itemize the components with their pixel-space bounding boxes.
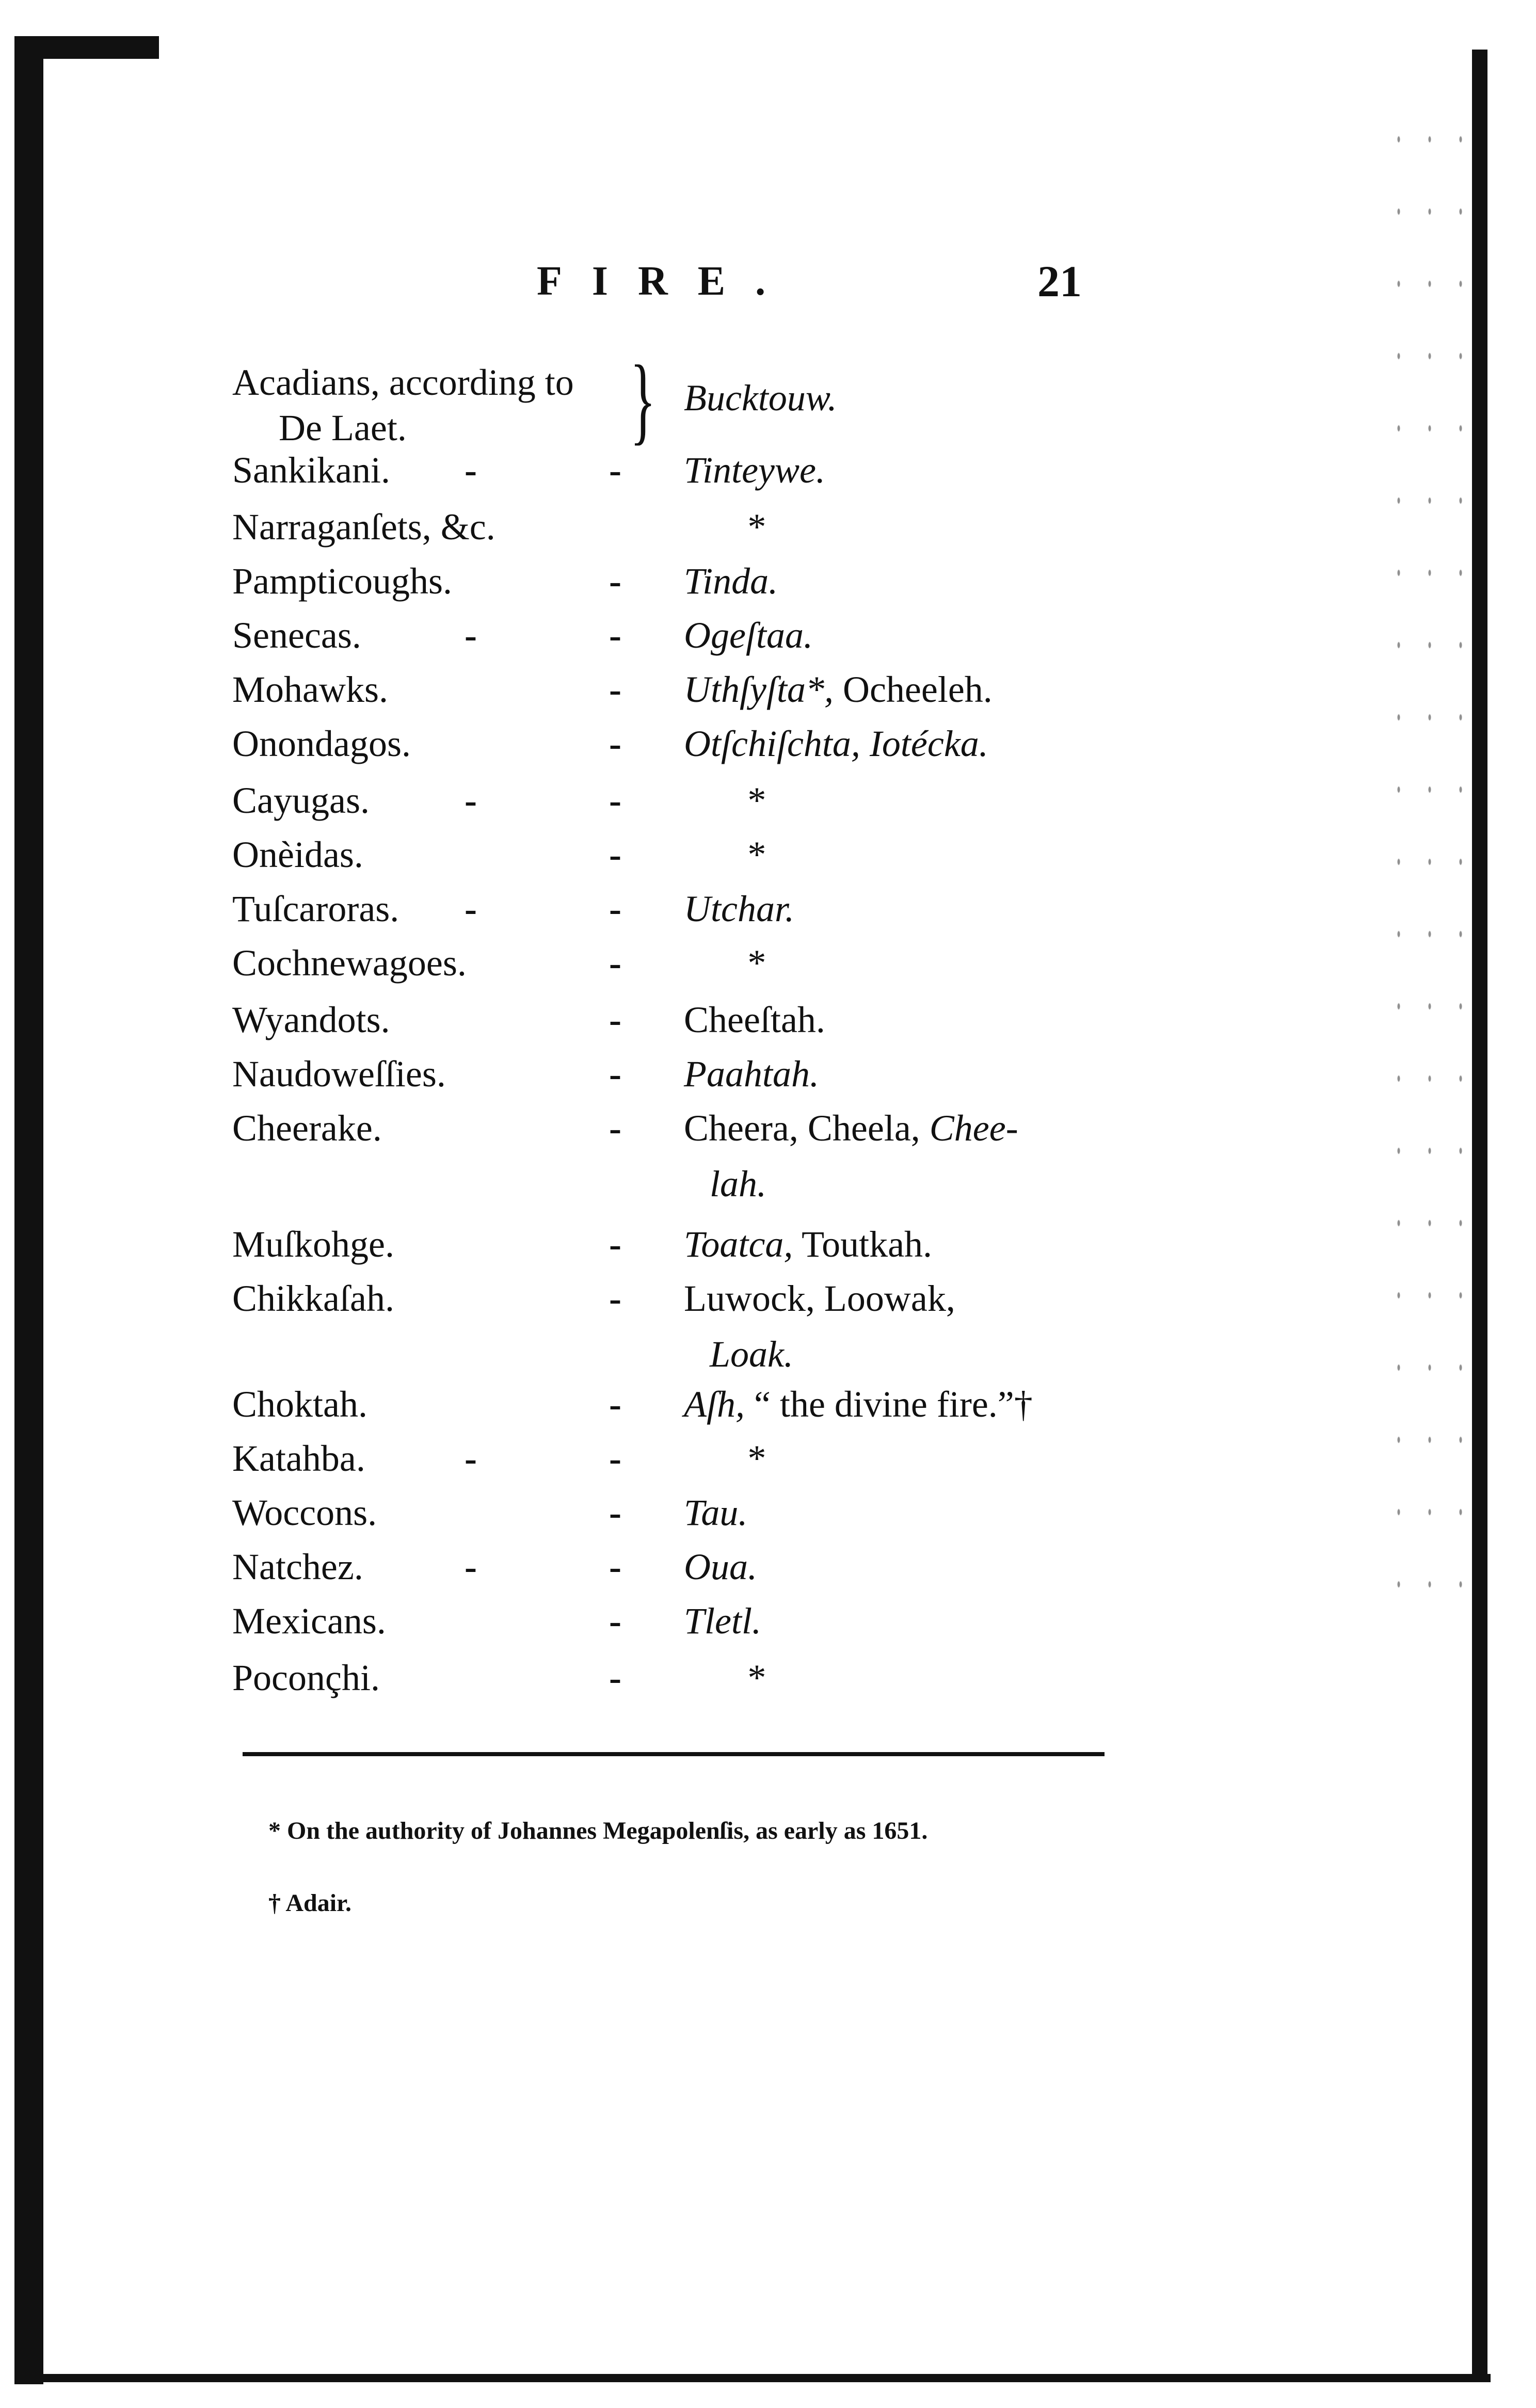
fire-word <box>746 942 764 985</box>
fire-word <box>684 614 813 657</box>
fire-word-italic: Aſh, <box>684 1384 745 1425</box>
tribe-name: Pampticoughs. <box>232 560 452 602</box>
fire-word-italic: Paahtah. <box>684 1053 819 1095</box>
fire-word-italic: Ogeſtaa. <box>684 615 813 656</box>
leader-dash: - <box>465 1438 477 1479</box>
fire-word-extra: “ the divine fire.”† <box>754 1384 1033 1425</box>
fire-word-extra: Iotécka. <box>869 723 988 764</box>
fire-word <box>684 668 993 711</box>
footnote-star: * On the authority of Johannes Megapolenſis, as early as 1651. <box>268 1817 928 1844</box>
fire-word-extra: Chee- <box>929 1107 1018 1149</box>
fire-word <box>684 449 825 492</box>
fire-word-italic: Tinda. <box>684 560 778 602</box>
fire-word-italic: * <box>746 1657 764 1698</box>
tribe-name: Woccons. <box>232 1492 377 1533</box>
fire-word-italic: * <box>746 506 764 548</box>
fire-word-line2: lah. <box>710 1163 767 1205</box>
footnote-dagger: † Adair. <box>268 1889 351 1917</box>
fire-word-italic: Cheeſtah. <box>684 999 825 1040</box>
leader-dash: - <box>465 1546 477 1587</box>
tribe-name: Sankikani. <box>232 450 390 491</box>
fire-word <box>684 560 778 603</box>
page-number: 21 <box>1037 256 1082 306</box>
fire-word-line2: Loak. <box>710 1334 793 1375</box>
leader-dash: - <box>609 1438 621 1479</box>
page-border-right <box>1472 50 1487 2382</box>
tribe-name: Mexicans. <box>232 1600 386 1642</box>
fire-word <box>684 1277 955 1320</box>
leader-dash: - <box>609 1224 621 1265</box>
tribe-name: Chikkaſah. <box>232 1278 394 1319</box>
tribe-name: Poconçhi. <box>232 1657 380 1698</box>
fire-word-italic: * <box>746 834 764 875</box>
tribe-name: Onondagos. <box>232 723 411 764</box>
fire-word-italic: Cheera, Cheela, <box>684 1107 920 1149</box>
leader-dash: - <box>609 1278 621 1319</box>
page-border-bottom <box>14 2374 1491 2382</box>
fire-word-extra: Toutkah. <box>802 1224 933 1265</box>
fire-word <box>684 1223 932 1266</box>
leader-dash: - <box>609 780 621 821</box>
fire-word <box>684 888 794 930</box>
scan-noise <box>1383 103 1466 1651</box>
fire-word-italic: Uthſyſta*, <box>684 669 834 710</box>
fire-word <box>684 1107 1018 1150</box>
leader-dash: - <box>609 999 621 1040</box>
fire-word <box>746 833 764 876</box>
fire-word-italic: Tletl. <box>684 1600 762 1642</box>
leader-dash: - <box>609 1107 621 1149</box>
leader-dash: - <box>609 942 621 984</box>
tribe-name: Senecas. <box>232 615 361 656</box>
tribe-name: Wyandots. <box>232 999 390 1040</box>
fire-word-italic: * <box>746 1438 764 1479</box>
leader-dash: - <box>465 615 477 656</box>
tribe-name: Narraganſets, &c. <box>232 506 495 548</box>
tribe-name: Choktah. <box>232 1384 367 1425</box>
fire-word-italic: Bucktouw. <box>684 377 837 419</box>
fire-word-italic: * <box>746 942 764 984</box>
fire-word <box>684 1383 1033 1426</box>
fire-word-italic: Luwock, Loowak, <box>684 1278 955 1319</box>
fire-word <box>684 999 825 1041</box>
running-head: FIRE. <box>537 259 796 304</box>
fire-word <box>746 506 764 549</box>
tribe-name: Naudoweſſies. <box>232 1053 446 1095</box>
page-border-left <box>14 41 43 2384</box>
leader-dash: - <box>609 1384 621 1425</box>
leader-dash: - <box>609 560 621 602</box>
brace: } <box>630 346 656 454</box>
tribe-name: Cheerake. <box>232 1107 382 1149</box>
leader-dash: - <box>609 1492 621 1533</box>
fire-word-italic: Utchar. <box>684 888 794 929</box>
tribe-name-line2: De Laet. <box>279 407 407 448</box>
leader-dash: - <box>609 615 621 656</box>
fire-word <box>746 779 764 822</box>
fire-word-italic: Toatca, <box>684 1224 793 1265</box>
footnote-rule <box>243 1752 1105 1756</box>
leader-dash: - <box>609 1053 621 1095</box>
leader-dash: - <box>609 1546 621 1587</box>
tribe-name: Acadians, according to <box>232 362 574 403</box>
leader-dash: - <box>465 450 477 491</box>
fire-word-italic: Tinteywe. <box>684 450 825 491</box>
fire-word <box>746 1657 764 1699</box>
leader-dash: - <box>609 1600 621 1642</box>
fire-word <box>684 1491 747 1534</box>
tribe-name: Tuſcaroras. <box>232 888 399 929</box>
fire-word <box>746 1437 764 1480</box>
fire-word-italic: Otſchiſchta, <box>684 723 860 764</box>
fire-word <box>684 1053 819 1096</box>
leader-dash: - <box>609 723 621 764</box>
tribe-name: Katahba. <box>232 1438 365 1479</box>
tribe-name: Cayugas. <box>232 780 370 821</box>
fire-word <box>684 377 837 420</box>
fire-word <box>684 1546 757 1588</box>
tribe-name: Cochnewagoes. <box>232 942 467 984</box>
tribe-name: Natchez. <box>232 1546 363 1587</box>
tribe-name: Onèidas. <box>232 834 363 875</box>
leader-dash: - <box>609 450 621 491</box>
fire-word <box>684 1600 761 1643</box>
fire-word-italic: Tau. <box>684 1492 748 1533</box>
fire-word-italic: Oua. <box>684 1546 757 1587</box>
leader-dash: - <box>465 888 477 929</box>
leader-dash: - <box>609 834 621 875</box>
fire-word-extra: Ocheeleh. <box>842 669 993 710</box>
leader-dash: - <box>465 780 477 821</box>
fire-word-italic: * <box>746 780 764 821</box>
leader-dash: - <box>609 669 621 710</box>
tribe-name: Muſkohge. <box>232 1224 394 1265</box>
tribe-name: Mohawks. <box>232 669 388 710</box>
leader-dash: - <box>609 888 621 929</box>
fire-word <box>684 723 988 765</box>
leader-dash: - <box>609 1657 621 1698</box>
